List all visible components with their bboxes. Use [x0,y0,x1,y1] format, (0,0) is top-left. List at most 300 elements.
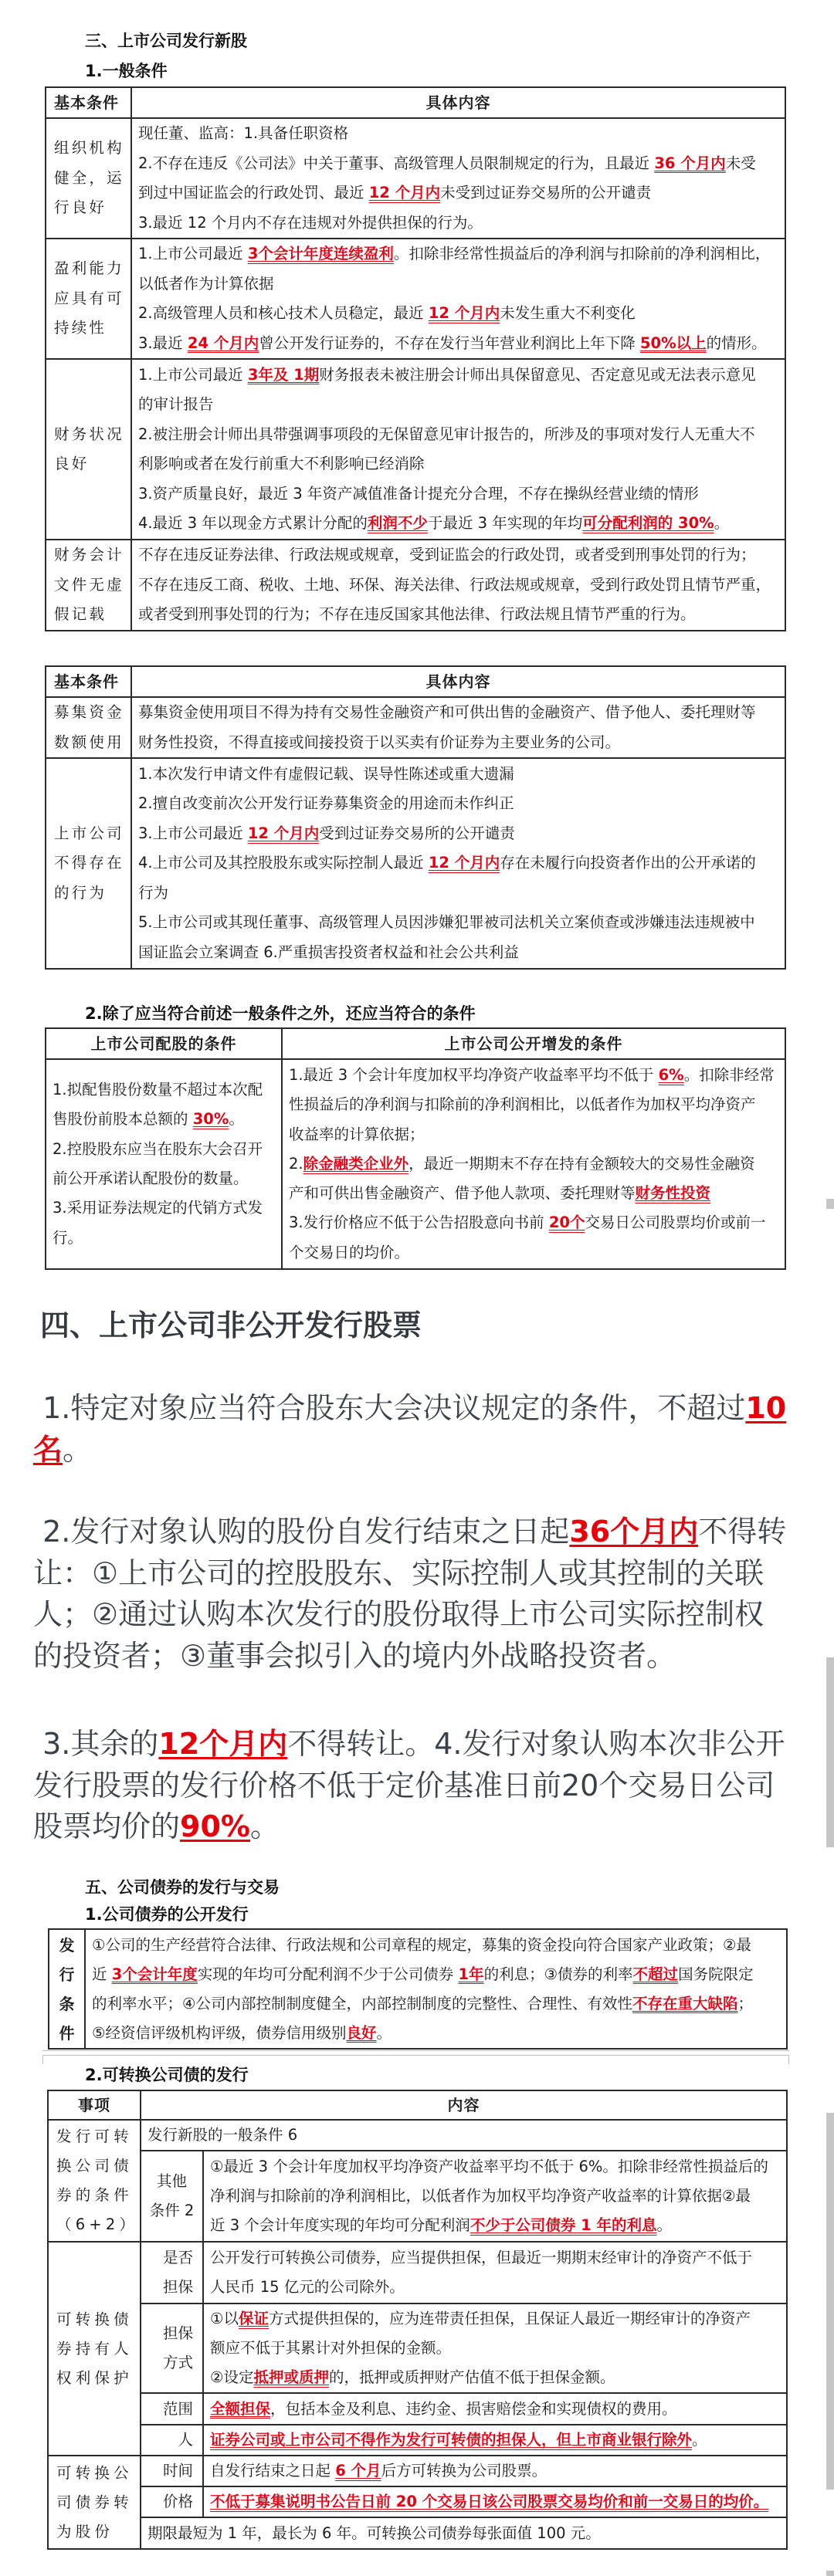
text-line [289,1149,778,1179]
text-run: 。 [714,514,730,532]
highlighted-term: 不超过 [632,1965,679,1983]
text-line [210,2425,783,2455]
text-run: 的情形。 [706,333,767,352]
highlighted-term: 12 个月内 [428,854,500,872]
highlighted-term: 6% [658,1065,684,1084]
text-line [56,2459,134,2488]
text-run: ①公司的生产经营符合法律、行政法规和公司章程的规定，募集的资金投向符合国家产业政策；②最 [92,1935,751,1954]
text-run: 前公开承诺认配股份的数量。 [53,1170,249,1187]
text-line [56,2305,134,2334]
item-content [203,2393,787,2425]
text-run: 发行股票的发行价格不低于定价基准日前20个交易日公司 [33,1768,775,1803]
text-run: ②设定 [210,2368,254,2386]
text-run: 不得转让。4.发行对象认购本次非公开 [287,1727,785,1761]
highlighted-term: 36 个月内 [654,154,726,172]
text-run: 权利保护 [56,2368,133,2387]
item-content [203,2304,787,2393]
text-line [210,2363,783,2392]
page-break-line [42,2055,789,2056]
text-line [210,2304,783,2334]
text-run: 。扣除非经常性损益后的净利润与扣除前的净利润相比， [393,245,771,262]
text-run: 。 [692,2431,707,2449]
item-label-holder-protection [48,2242,141,2456]
text-run: 3.发行价格应不低于公告招股意向书前 [289,1214,549,1232]
text-run: 组织机构 [54,139,124,157]
text-line [143,2456,193,2486]
table-row [48,2393,787,2425]
highlighted-term: 36个月内 [569,1515,699,1549]
highlighted-term: 10 [745,1391,787,1425]
text-run: 行良好 [54,198,107,217]
text-line [210,2487,783,2517]
text-line [138,789,778,819]
issue-conditions-label [49,1929,85,2049]
text-run: 以低者作为计算依据 [138,274,274,293]
item-content [141,2120,787,2151]
text-run: 未发生重大不利变化 [500,304,636,322]
highlighted-term: 利润不少 [367,514,428,532]
article-paragraph-3 [33,1724,785,1848]
text-run: 股票均价的 [33,1809,181,1843]
highlighted-term: 12 个月内 [368,184,441,201]
text-run: 方式提供担保的，应为连带责任担保，且保证人最近一期经审计的净资产 [269,2310,751,2327]
text-run: 1.上市公司最近 [138,245,248,262]
highlighted-term: 全额担保 [210,2399,271,2418]
highlighted-term: 可分配利润的 30% [582,514,714,532]
text-run: 4.最近 3 年以现金方式累计分配的 [138,514,368,532]
condition-content [131,239,785,359]
text-line [138,819,778,849]
table-row [48,2242,787,2304]
text-line [33,1806,785,1848]
text-line [54,698,124,728]
text-line [138,698,778,728]
text-line [92,2019,780,2048]
highlighted-term: 30% [192,1110,229,1129]
text-run: ，最近一期期末不存在持有金额较大的交易性金融资 [409,1154,755,1173]
condition-label [46,239,131,359]
text-run: 存在未履行向投资者作出的公开承诺的 [500,854,756,872]
text-run: 募集资金使用项目不得为持有交易性金融资产和可供出售的金融资产、借予他人、委托理财等 [138,703,756,721]
text-run: 。 [229,1110,244,1129]
text-line [210,2152,783,2182]
table-row [48,2486,787,2517]
rights-issue-conditions [46,1059,282,1269]
text-line [56,2334,134,2364]
text-run: 2.高级管理人员和核心技术人员稳定，最近 [138,304,429,322]
table-header-row [46,666,785,697]
text-line [53,1193,275,1223]
text-run: 的审计报告 [138,395,214,413]
text-line [92,1931,780,1960]
text-run: 2. [289,1154,303,1173]
text-run: 的利率水平；④公司内部控制制度健全，内部控制制度的完整性、合理性、有效性 [92,1994,632,2012]
text-line [138,239,778,269]
table-row [48,2517,787,2549]
highlighted-term: 24 个月内 [187,333,259,352]
text-run: 人民币 15 亿元的公司除外。 [210,2278,405,2296]
text-line [138,938,778,968]
bond-issue-conditions-table [48,1928,788,2050]
text-run: 售股份前股本总额的 [53,1110,193,1129]
text-run: 1.上市公司最近 [138,365,248,384]
text-run: 3.资产质量良好，最近 3 年资产减值准备计提充分合理，不存在操纵经营业绩的情形 [138,484,699,503]
text-run: 未受 [725,154,756,172]
text-run: 额应不低于其累计对外担保的金额。 [210,2339,452,2357]
text-run: ①以 [210,2310,239,2327]
text-line [138,878,778,909]
text-run: 现任董、监高：1.具备任职资格 [138,124,349,142]
text-run: 性损益后的净利润与扣除前的净利润相比，以低者作为加权平均净资产 [289,1095,756,1114]
text-line [289,1090,778,1119]
text-line [138,509,778,539]
text-line [54,134,124,164]
text-line [143,2243,193,2273]
text-run: ①最近 3 个会计年度加权平均净资产收益率平均不低于 6%。扣除非经常性损益后的 [210,2158,768,2175]
text-run: 1.特定对象应当符合股东大会决议规定的条件，不超过 [33,1391,746,1425]
public-bond-issue-title: 1.公司债券的公开发行 [85,1905,249,1924]
condition-label [46,118,131,239]
highlighted-term: 6 个月 [335,2462,381,2480]
text-line [33,1511,786,1553]
text-run: 持续性 [54,319,107,337]
text-line [53,1164,275,1193]
text-line [56,2122,134,2151]
text-line [143,2167,201,2196]
text-run: 近 [92,1965,112,1983]
table-header-row [46,87,785,118]
text-line [143,2348,193,2378]
text-line [138,299,778,329]
text-run: 良好 [54,455,90,472]
text-line [56,2364,134,2393]
text-run: 行。 [53,1228,83,1247]
text-run: 不存在违反工商、税收、土地、环保、海关法律、行政法规或规章，受到行政处罚且情节严重， [138,575,771,594]
text-run: 3.最近 [138,333,188,352]
highlighted-term: 3个会计年度连续盈利 [247,245,394,262]
text-line [54,570,124,601]
text-run: 于最近 3 年实现的年均 [427,514,583,532]
text-line [210,2395,783,2424]
text-line [143,2487,193,2517]
scrollbar-thumb[interactable] [826,1199,834,1209]
text-line [49,1931,84,1960]
text-line [54,420,124,450]
text-line [138,760,778,790]
page-corner-mark [42,2055,43,2064]
text-run: 2.被注册会计师出具带强调事项段的无保留意见审计报告的，所涉及的事项对发行人无重大不 [138,425,755,443]
condition-content [131,758,785,969]
text-line [289,1208,778,1237]
text-line [92,1989,780,2019]
text-run: 4.上市公司及其控股股东或实际控制人最近 [138,854,429,872]
text-line [147,2519,783,2548]
text-line [138,728,778,758]
text-run: 财务报表未被注册会计师出具保留意见、否定意见或无法表示意见 [319,365,756,384]
text-run: 时间 [162,2462,193,2480]
text-line [210,2243,783,2273]
item-content [203,2456,787,2486]
text-line [49,1960,84,1989]
text-run: 受到过证券交易所的公开谴责 [319,824,515,842]
table-row [46,1059,785,1269]
text-run: 2.擅自改变前次公开发行证券募集资金的用途而未作纠正 [138,794,514,813]
text-line [143,2196,201,2226]
general-conditions-table [45,86,786,631]
text-run: 3.最近 12 个月内不存在违规对外提供担保的行为。 [138,213,483,232]
table-row [46,697,785,758]
sub-item-label [141,2242,203,2304]
text-run: 。 [656,2216,672,2234]
text-run: 不得存在 [54,854,124,872]
text-run: 行为 [138,883,169,902]
text-run: 个交易日的均价。 [289,1243,410,1261]
item-content [203,2486,787,2517]
text-line [54,164,124,194]
highlighted-term: 50%以上 [639,333,707,352]
article-paragraph-1 [33,1388,786,1471]
condition-content [131,118,785,239]
text-run: 的，抵押或质押财产估值不低于担保金额。 [329,2368,615,2386]
text-run: 到过中国证监会的行政处罚、最近 [138,184,369,201]
table-row [48,2151,787,2242]
text-line [143,2425,193,2455]
text-run: 范围 [162,2399,193,2418]
text-run: 未受到过证券交易所的公开谴责 [440,184,652,201]
item-content [203,2151,787,2242]
condition-content [131,359,785,540]
highlighted-term: 3年及 1期 [247,365,320,384]
text-line [138,149,778,179]
text-run: 2.控股股东应当在股东大会召开 [53,1139,263,1158]
text-line [33,1388,786,1430]
table-row [48,2456,787,2486]
text-line [53,1105,275,1134]
text-line [138,908,778,938]
convertible-bond-table [47,2090,788,2550]
highlighted-term: 12 个月内 [247,824,320,842]
text-run: 3.采用证券法规定的代销方式发 [53,1199,263,1217]
column-header-public-offering: 上市公司公开增发的条件 [282,1028,785,1059]
highlighted-term: 不少于公司债券 1 年的利息 [470,2216,657,2234]
text-run: 其他 [156,2172,187,2190]
text-run: 可转换债 [56,2310,133,2328]
text-run: 券持有人 [56,2339,133,2358]
text-line [289,1238,778,1268]
text-line [56,2181,134,2210]
table-row [46,758,785,969]
text-run: 司债券转 [56,2493,133,2511]
text-line [49,1989,84,2019]
text-run: 近 3 个会计年度实现的年均可分配利润 [210,2216,470,2234]
table-row [48,2425,787,2456]
text-run: 条 [59,1994,75,2013]
table-header-row [48,2090,787,2120]
text-run: 文件无虚 [54,575,124,594]
table-row [48,2120,787,2151]
text-line [210,2211,783,2240]
scrollbar-thumb[interactable] [826,1657,834,1847]
text-run: 价格 [162,2493,193,2510]
text-run: 实现的年均可分配利润不少于公司债券 [197,1965,459,1983]
text-line [54,193,124,223]
text-line [138,178,778,208]
text-line [138,540,778,570]
condition-label [46,359,131,540]
text-run: 的投资者；③董事会拟引入的境内外战略投资者。 [33,1638,676,1673]
text-line [54,449,124,479]
text-run: 曾公开发行证券的，不存在发行当年营业利润比上年下降 [259,333,640,352]
text-run: 发行可转 [56,2127,133,2145]
highlighted-term: 名 [33,1432,63,1467]
text-line [54,284,124,314]
sub-item-label [141,2304,203,2393]
text-line [289,1061,778,1090]
table-row [48,2304,787,2393]
text-line [143,2319,193,2348]
highlighted-term: 12 个月内 [428,304,500,322]
text-line [53,1135,275,1164]
additional-conditions-title: 2.除了应当符合前述一般条件之外，还应当符合的条件 [85,1004,476,1023]
highlighted-term: 抵押或质押 [253,2368,329,2386]
text-line [138,361,778,391]
page-corner-mark [788,2055,789,2064]
text-run: 利影响或者在发行前重大不利影响已经消除 [138,455,425,472]
text-run: 3.上市公司最近 [138,824,248,842]
highlighted-term: 12个月内 [158,1727,288,1761]
text-run: 或者受到刑事处罚的行为；不存在违反国家其他法律、行政法规且情节严重的行为。 [138,605,696,624]
sub-item-label [141,2151,203,2242]
text-run: 的行为 [54,883,107,902]
condition-label [46,540,131,631]
highlighted-term: 不低于募集说明书公告日前 20 个交易日该公司股票交易均价和前一交易日的均价。 [210,2493,769,2510]
text-line [54,878,124,909]
text-line [92,1960,780,1989]
text-run: 财务会计 [54,546,124,564]
sub-item-label [141,2393,203,2425]
text-run: 人；②通过认购本次发行的股份取得上市公司实际控制权 [33,1597,764,1631]
section-4-title: 四、上市公司非公开发行股票 [40,1308,422,1342]
table-header-row [46,1028,785,1059]
text-line [138,119,778,149]
text-line [210,2182,783,2211]
text-line [138,208,778,239]
highlighted-term: 20个 [548,1214,585,1232]
text-run: ⑤经资信评级机构评级，债券信用级别 [92,2023,347,2042]
text-run: 1.本次发行申请文件有虚假记载、误导性陈述或重大遗漏 [138,764,514,783]
table-row [46,359,785,540]
text-line [56,2488,134,2517]
scrollbar-thumb[interactable] [826,2571,834,2576]
text-line [33,1430,786,1471]
text-run: 2.发行对象认购的股份自发行结束之日起 [33,1515,570,1549]
text-run: 自发行结束之日起 [210,2462,336,2480]
highlighted-term: 不存在重大缺陷 [632,1994,738,2012]
text-run: 收益率的计算依据； [289,1125,425,1143]
highlighted-term: 90% [180,1809,250,1843]
text-run: 上市公司 [54,824,124,842]
highlighted-term: 除金融类企业外 [303,1154,409,1173]
text-line [49,2019,84,2048]
column-header-basic-condition: 基本条件 [46,666,131,697]
text-run: 条件 2 [149,2202,195,2219]
text-run: 财务状况 [54,425,124,443]
text-run: 应具有可 [54,289,124,307]
sub-item-label [141,2456,203,2486]
text-run: 后方可转换为公司股票。 [381,2462,548,2480]
text-run: 发 [59,1935,75,1955]
text-run: 是否 [162,2249,193,2266]
text-line [53,1075,275,1105]
text-line [289,1120,778,1149]
text-line [138,420,778,450]
text-line [54,848,124,878]
text-run: 不存在违反证券法律、行政法规或规章，受到证监会的行政处罚，或者受到刑事处罚的行为； [138,546,756,564]
additional-conditions-table [45,1027,786,1270]
table-row [49,1929,787,2049]
text-line [53,1224,275,1253]
text-line [54,600,124,630]
text-run: 募集资金 [54,703,124,721]
condition-content [131,697,785,758]
text-line [138,848,778,878]
text-run: （6+2） [56,2215,139,2233]
text-line [138,390,778,420]
public-offering-conditions [282,1059,785,1269]
text-line [147,2121,783,2150]
general-conditions-title: 1.一般条件 [85,62,168,80]
text-line [56,2517,134,2547]
text-run: 。 [63,1432,93,1467]
convertible-bond-issue-title: 2.可转换公司债的发行 [85,2066,249,2084]
highlighted-term: 保证 [238,2310,269,2327]
text-run: 5.上市公司或其现任董事、高级管理人员因涉嫌犯罪被司法机关立案侦查或涉嫌违法违规被中 [138,913,755,932]
text-run: 。 [376,2023,392,2042]
highlighted-term: 3个会计年度 [111,1965,198,1983]
text-run: 券的条件 [56,2186,133,2204]
text-run: 1.最近 3 个会计年度加权平均净资产收益率平均不低于 [289,1065,659,1084]
text-run: 的利息；③债券的利率 [483,1965,633,1983]
text-run: 担保 [162,2278,193,2296]
page-break-line [42,2050,789,2051]
item-content [203,2242,787,2304]
text-line [56,2151,134,2181]
text-line [289,1179,778,1208]
scrollbar-thumb[interactable] [826,2113,834,2490]
text-line [210,2273,783,2302]
text-run: ，包括本金及利息、违约金、损害赔偿金和实现债权的费用。 [270,2399,677,2418]
text-line [138,329,778,359]
text-run: 。扣除非经常 [683,1065,775,1084]
text-run: 交易日公司股票均价或前一 [585,1214,766,1232]
text-run: ； [737,1994,754,2012]
text-run: 行 [59,1965,75,1984]
item-content [203,2425,787,2456]
sub-item-label [141,2425,203,2456]
text-run: 为股份 [56,2522,114,2540]
text-run: 人 [178,2431,193,2449]
condition-content [131,540,785,631]
column-header-details: 具体内容 [131,87,785,118]
text-line [138,600,778,630]
issue-conditions-content [85,1929,787,2049]
column-header-basic-condition: 基本条件 [46,87,131,118]
text-line [54,819,124,849]
text-run: 假记载 [54,605,107,624]
article-paragraph-2 [33,1511,786,1677]
text-run: 方式 [162,2354,193,2371]
text-line [33,1724,785,1765]
